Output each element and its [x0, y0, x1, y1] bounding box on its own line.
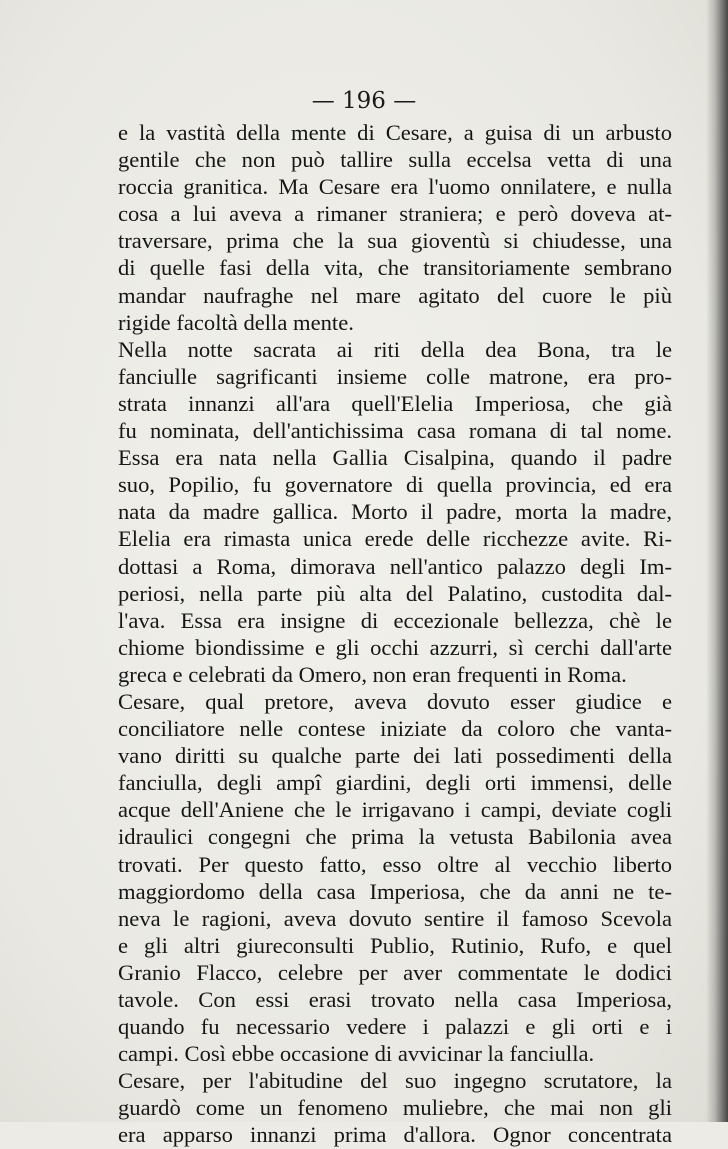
text-line: Elelia era rimasta unica erede delle ricchezze avite. Ri- [118, 526, 672, 552]
text-line: nata da madre gallica. Morto il padre, morta la madre, [118, 499, 672, 525]
text-line: roccia granitica. Ma Cesare era l'uomo onnilatere, e nulla [118, 174, 672, 200]
text-line: acque dell'Aniene che le irrigavano i campi, deviate cogli [118, 797, 672, 823]
text-line: conciliatore nelle contese iniziate da coloro che vanta- [118, 716, 672, 742]
text-line: fu nominata, dell'antichissima casa romana di tal nome. [118, 418, 672, 444]
text-line: fanciulla, degli ampî giardini, degli orti immensi, delle [118, 770, 672, 796]
text-line: cosa a lui aveva a rimaner straniera; e però doveva at- [118, 201, 672, 227]
page-number: — 196 — [311, 88, 417, 114]
text-line: traversare, prima che la sua gioventù si chiudesse, una [118, 228, 672, 254]
text-line: rigide facoltà della mente. [118, 309, 354, 335]
text-line: era apparso innanzi prima d'allora. Ognor concentrata [118, 1122, 672, 1148]
text-line: periosi, nella parte più alta del Palatino, custodita dal- [118, 580, 672, 606]
text-line: l'ava. Essa era insigne di eccezionale bellezza, chè le [118, 607, 672, 633]
text-line: Essa era nata nella Gallia Cisalpina, quando il padre [118, 445, 672, 471]
text-line: maggiordomo della casa Imperiosa, che da anni ne te- [118, 878, 672, 904]
text-line: dottasi a Roma, dimorava nell'antico palazzo degli Im- [118, 553, 672, 579]
book-spine-shadow [706, 0, 728, 1122]
text-line: neva le ragioni, aveva dovuto sentire il famoso Scevola [118, 905, 672, 931]
text-line: gentile che non può tallire sulla eccelsa vetta di una [118, 147, 672, 173]
text-line: di quelle fasi della vita, che transitoriamente sembrano [118, 255, 672, 281]
text-line: e gli altri giureconsulti Publio, Rutinio, Rufo, e quel [118, 932, 672, 958]
text-line: trovati. Per questo fatto, esso oltre al vecchio liberto [118, 851, 672, 877]
text-line: chiome biondissime e gli occhi azzurri, sì cerchi dall'arte [118, 634, 672, 660]
text-line: vano diritti su qualche parte dei lati possedimenti della [118, 743, 672, 769]
text-line: e la vastità della mente di Cesare, a guisa di un arbusto [118, 120, 672, 145]
text-line: suo, Popilio, fu governatore di quella provincia, ed era [118, 472, 672, 498]
text-line: Granio Flacco, celebre per aver commentate le dodici [118, 959, 672, 985]
text-line: Cesare, qual pretore, aveva dovuto esser giudice e [118, 688, 672, 714]
text-line: campi. Così ebbe occasione di avvicinar la fanciulla. [118, 1041, 595, 1067]
text-line: Cesare, per l'abitudine del suo ingegno scrutatore, la [118, 1068, 672, 1094]
text-line: quando fu necessario vedere i palazzi e gli orti e i [118, 1014, 672, 1040]
body-text [118, 119, 672, 1149]
text-line: tavole. Con essi erasi trovato nella casa Imperiosa, [118, 987, 672, 1012]
text-line: fanciulle sagrificanti insieme colle matrone, era pro- [118, 363, 672, 389]
text-line: strata innanzi all'ara quell'Elelia Imperiosa, che già [118, 390, 672, 416]
text-line: greca e celebrati da Omero, non eran frequenti in Roma. [118, 661, 627, 687]
text-line: mandar naufraghe nel mare agitato del cuore le più [118, 282, 672, 308]
text-line: idraulici congegni che prima la vetusta Babilonia avea [118, 824, 672, 850]
text-line: Nella notte sacrata ai riti della dea Bona, tra le [118, 336, 672, 362]
text-line: guardò come un fenomeno muliebre, che mai non gli [118, 1095, 672, 1121]
